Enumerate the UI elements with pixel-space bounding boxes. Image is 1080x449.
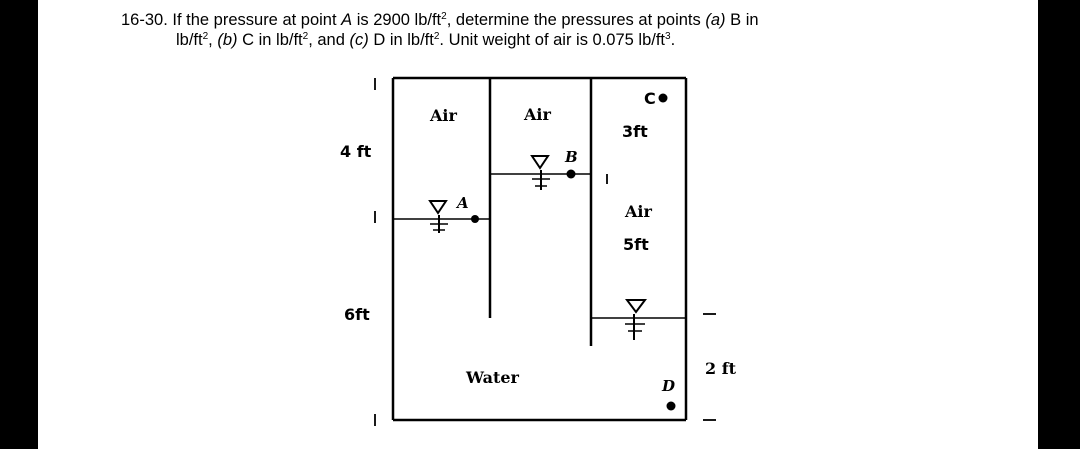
- label-point-d: D: [662, 377, 676, 395]
- problem-text: D in lb/ft: [368, 31, 434, 49]
- label-air-right: Air: [625, 202, 652, 221]
- level-symbol-d: [625, 300, 645, 340]
- superscript: 2: [433, 31, 440, 42]
- point-d-marker: [667, 402, 676, 411]
- problem-text: C in lb/ft: [237, 31, 303, 49]
- problem-text: ,: [208, 31, 218, 49]
- level-symbol-a: [430, 201, 448, 233]
- triangle-icon: [627, 300, 645, 312]
- dim-right-mid: 5ft: [623, 235, 649, 254]
- level-symbol-b: [532, 156, 550, 190]
- point-a-marker: [471, 215, 479, 223]
- problem-text: . Unit weight of air is 0.075 lb/ft: [439, 31, 666, 49]
- superscript: 2: [302, 31, 309, 42]
- problem-part-c: (c): [349, 31, 369, 49]
- superscript: 2: [202, 31, 209, 42]
- label-point-a: A: [457, 194, 469, 212]
- problem-text: , and: [308, 31, 350, 49]
- problem-text: lb/ft: [176, 31, 203, 49]
- problem-text: , determine the pressures at points: [446, 11, 706, 29]
- label-point-b: B: [565, 148, 578, 166]
- dim-right-bottom: 2 ft: [705, 359, 736, 378]
- problem-text: .: [670, 31, 676, 49]
- dim-left-bottom: 6ft: [344, 305, 370, 324]
- label-point-c: C: [644, 89, 656, 108]
- superscript: 3: [665, 31, 671, 42]
- superscript: 2: [441, 11, 447, 22]
- triangle-icon: [532, 156, 548, 168]
- problem-part-b: (b): [217, 31, 238, 49]
- problem-number: 16-30.: [121, 11, 168, 29]
- label-air-middle: Air: [524, 105, 551, 124]
- label-air-left: Air: [430, 106, 457, 125]
- dimension-ticks: [375, 78, 716, 426]
- problem-text: If the pressure at point: [172, 11, 342, 29]
- problem-part-a: (a): [705, 11, 726, 29]
- dim-left-top: 4 ft: [340, 142, 372, 161]
- point-c-marker: [659, 94, 668, 103]
- dim-right-top: 3ft: [622, 122, 648, 141]
- problem-text: B in: [725, 11, 759, 29]
- point-b-marker: [567, 170, 576, 179]
- label-water: Water: [466, 368, 519, 387]
- problem-text: is 2900 lb/ft: [352, 11, 442, 29]
- triangle-icon: [430, 201, 446, 213]
- problem-point-a: A: [341, 11, 353, 29]
